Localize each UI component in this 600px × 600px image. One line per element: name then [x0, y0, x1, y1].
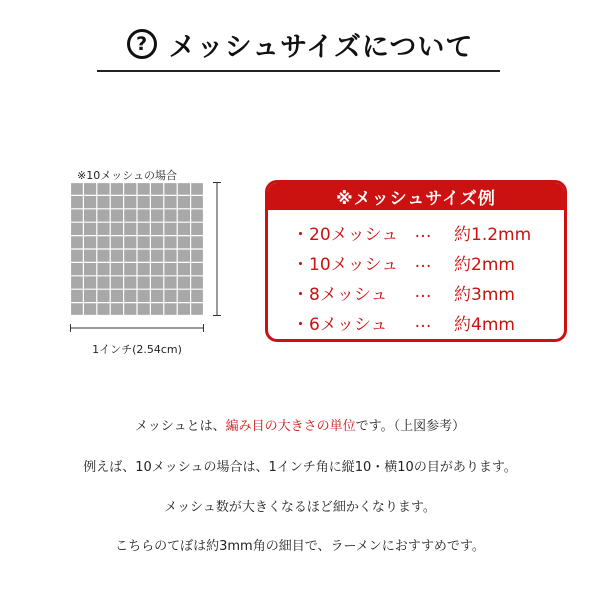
mesh-size-examples-box [265, 180, 567, 342]
example-size: 約1.2mm [454, 224, 532, 245]
description-line-4: こちらのてぼは約3mm角の細目で、ラーメンにおすすめです。 [115, 539, 485, 554]
dimension-label: 1インチ(2.54cm) [92, 343, 182, 356]
page-title: メッシュサイズについて [168, 31, 474, 63]
page-header [0, 22, 600, 66]
title-underline [97, 70, 500, 72]
description-line-1 [0, 415, 600, 434]
example-separator: … [414, 312, 432, 332]
example-row [268, 247, 564, 277]
example-row [268, 307, 564, 337]
description-line-3: メッシュ数が大きくなるほど細かくなります。 [164, 500, 436, 515]
example-mesh: ・8メッシュ [292, 284, 388, 305]
examples-title: ※メッシュサイズ例 [268, 183, 564, 210]
example-separator: … [414, 252, 432, 272]
vertical-dimension-marker [213, 182, 221, 316]
description-highlight: 編み目の大きさの単位 [225, 419, 356, 434]
description-text: です。（上図参考） [355, 419, 466, 434]
horizontal-dimension-marker [70, 324, 204, 332]
example-row [268, 277, 564, 307]
example-separator: … [414, 222, 432, 242]
example-size: 約2mm [454, 254, 515, 275]
example-row [268, 217, 564, 247]
example-size: 約3mm [454, 284, 515, 305]
question-circle-icon: ? [127, 29, 157, 59]
example-mesh: ・6メッシュ [292, 314, 388, 335]
description-text: メッシュとは、 [134, 419, 226, 434]
mesh-grid-illustration [70, 182, 204, 316]
example-mesh: ・10メッシュ [292, 254, 399, 275]
example-size: 約4mm [454, 314, 515, 335]
description-line-2: 例えば、10メッシュの場合は、1インチ角に縦10・横10の目があります。 [83, 460, 517, 475]
example-separator: … [414, 282, 432, 302]
example-mesh: ・20メッシュ [292, 224, 399, 245]
examples-list [268, 210, 564, 337]
mesh-figure-caption: ※10メッシュの場合 [77, 169, 177, 182]
